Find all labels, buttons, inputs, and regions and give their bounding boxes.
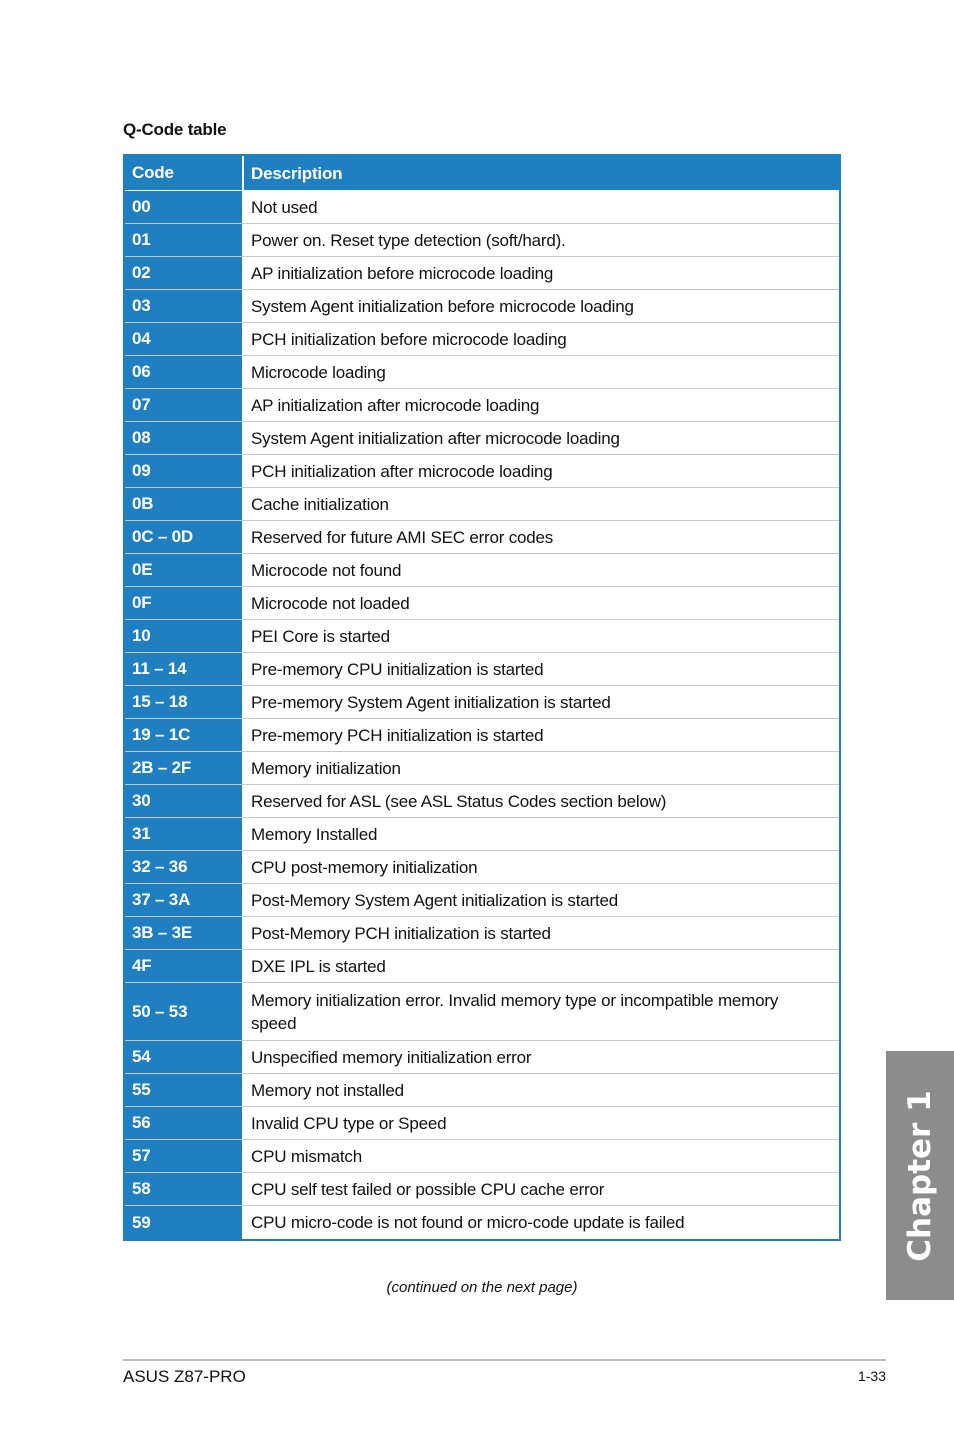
table-row: [125, 257, 839, 290]
description-cell: System Agent initialization before microcode loading: [244, 290, 839, 322]
footer-product: ASUS Z87-PRO: [123, 1367, 246, 1386]
code-cell: 37 – 3A: [125, 884, 244, 916]
table-row: [125, 356, 839, 389]
description-cell: Unspecified memory initialization error: [244, 1041, 839, 1073]
description-cell: CPU mismatch: [244, 1140, 839, 1172]
header-description: Description: [244, 156, 839, 190]
description-cell: Post-Memory System Agent initialization is started: [244, 884, 839, 916]
description-cell: Memory not installed: [244, 1074, 839, 1106]
table-row: [125, 884, 839, 917]
table-row: [125, 917, 839, 950]
code-cell: 0F: [125, 587, 244, 619]
description-cell: PCH initialization after microcode loading: [244, 455, 839, 487]
code-cell: 55: [125, 1074, 244, 1106]
description-cell: AP initialization after microcode loading: [244, 389, 839, 421]
description-cell: DXE IPL is started: [244, 950, 839, 982]
description-cell: PEI Core is started: [244, 620, 839, 652]
code-cell: 09: [125, 455, 244, 487]
code-cell: 2B – 2F: [125, 752, 244, 784]
table-row: [125, 191, 839, 224]
description-cell: Invalid CPU type or Speed: [244, 1107, 839, 1139]
header-code: Code: [125, 156, 244, 190]
table-row: [125, 686, 839, 719]
table-row: [125, 818, 839, 851]
code-cell: 06: [125, 356, 244, 388]
description-cell: Pre-memory CPU initialization is started: [244, 653, 839, 685]
code-cell: 3B – 3E: [125, 917, 244, 949]
code-cell: 15 – 18: [125, 686, 244, 718]
table-row: [125, 290, 839, 323]
section-title: Q-Code table: [123, 120, 227, 139]
table-row: [125, 983, 839, 1041]
code-cell: 0B: [125, 488, 244, 520]
table-row: [125, 587, 839, 620]
code-cell: 07: [125, 389, 244, 421]
description-cell: Power on. Reset type detection (soft/hard).: [244, 224, 839, 256]
table-row: [125, 389, 839, 422]
table-row: [125, 653, 839, 686]
table-row: [125, 1041, 839, 1074]
description-cell: Not used: [244, 191, 839, 223]
table-row: [125, 1173, 839, 1206]
description-cell: PCH initialization before microcode loading: [244, 323, 839, 355]
code-cell: 31: [125, 818, 244, 850]
description-cell: CPU post-memory initialization: [244, 851, 839, 883]
description-cell: System Agent initialization after microcode loading: [244, 422, 839, 454]
code-cell: 0E: [125, 554, 244, 586]
table-row: [125, 620, 839, 653]
code-cell: 30: [125, 785, 244, 817]
code-cell: 56: [125, 1107, 244, 1139]
table-header-row: [125, 156, 839, 191]
description-cell: CPU self test failed or possible CPU cache error: [244, 1173, 839, 1205]
table-row: [125, 1074, 839, 1107]
description-cell: Pre-memory System Agent initialization is started: [244, 686, 839, 718]
description-cell: Memory Installed: [244, 818, 839, 850]
continued-note: (continued on the next page): [386, 1279, 578, 1296]
description-cell: Memory initialization: [244, 752, 839, 784]
chapter-tab-label: Chapter 1: [902, 1089, 938, 1262]
code-cell: 4F: [125, 950, 244, 982]
code-cell: 32 – 36: [125, 851, 244, 883]
description-cell: Reserved for future AMI SEC error codes: [244, 521, 839, 553]
code-cell: 02: [125, 257, 244, 289]
table-row: [125, 1107, 839, 1140]
code-cell: 11 – 14: [125, 653, 244, 685]
footer-page-number: 1-33: [857, 1368, 886, 1384]
qcode-table: [123, 154, 841, 1241]
code-cell: 10: [125, 620, 244, 652]
table-row: [125, 554, 839, 587]
table-row: [125, 1140, 839, 1173]
table-row: [125, 521, 839, 554]
table-row: [125, 851, 839, 884]
code-cell: 08: [125, 422, 244, 454]
code-cell: 00: [125, 191, 244, 223]
code-cell: 54: [125, 1041, 244, 1073]
code-cell: 57: [125, 1140, 244, 1172]
description-cell: AP initialization before microcode loading: [244, 257, 839, 289]
table-row: [125, 785, 839, 818]
description-cell: Microcode loading: [244, 356, 839, 388]
description-cell: Reserved for ASL (see ASL Status Codes section below): [244, 785, 839, 817]
table-row: [125, 719, 839, 752]
table-row: [125, 752, 839, 785]
description-cell: Cache initialization: [244, 488, 839, 520]
code-cell: 58: [125, 1173, 244, 1205]
description-cell: Pre-memory PCH initialization is started: [244, 719, 839, 751]
code-cell: 0C – 0D: [125, 521, 244, 553]
description-cell: Post-Memory PCH initialization is started: [244, 917, 839, 949]
code-cell: 04: [125, 323, 244, 355]
table-row: [125, 224, 839, 257]
table-row: [125, 950, 839, 983]
description-cell: Microcode not loaded: [244, 587, 839, 619]
table-row: [125, 455, 839, 488]
chapter-tab: [886, 1051, 954, 1300]
table-row: [125, 323, 839, 356]
code-cell: 50 – 53: [125, 983, 244, 1040]
description-cell: CPU micro-code is not found or micro-code update is failed: [244, 1206, 839, 1239]
table-row: [125, 1206, 839, 1239]
table-row: [125, 422, 839, 455]
description-cell: Memory initialization error. Invalid memory type or incompatible memory speed: [244, 983, 839, 1040]
table-row: [125, 488, 839, 521]
code-cell: 03: [125, 290, 244, 322]
footer-divider: [123, 1359, 886, 1361]
code-cell: 59: [125, 1206, 244, 1239]
code-cell: 01: [125, 224, 244, 256]
description-cell: Microcode not found: [244, 554, 839, 586]
code-cell: 19 – 1C: [125, 719, 244, 751]
